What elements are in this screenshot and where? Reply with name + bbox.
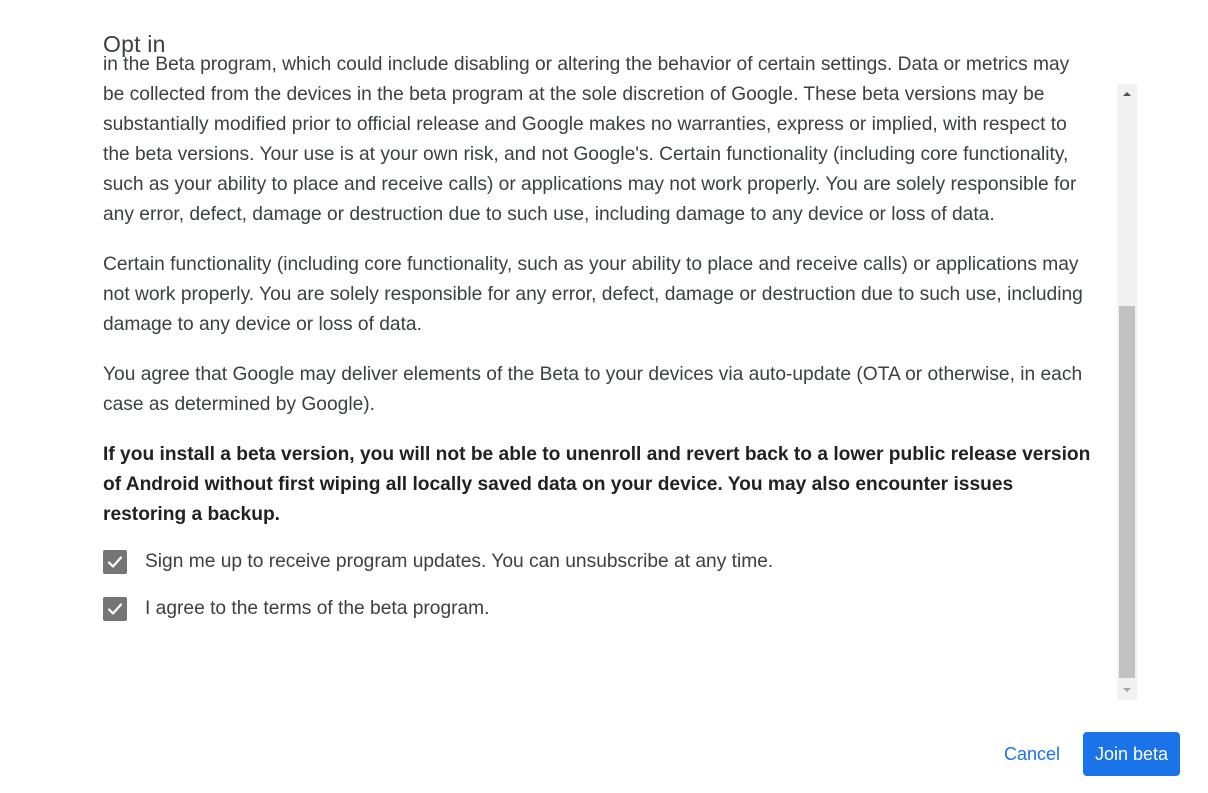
scrollbar-thumb[interactable] <box>1119 306 1135 678</box>
check-icon <box>106 600 124 618</box>
vertical-scrollbar[interactable] <box>1117 84 1137 700</box>
terms-paragraph: in the Beta program, which could include disabling or altering the behavior of certain settings. Data or metrics may be collected from the devices in the beta program at the sole discretion of Google. These beta versions may be substantially modified prior to official release and Google makes no warranties, express or implied, with respect to the beta versions. Your use is at your own risk, and not Google's. Certain functionality (including core functionality, such as your ability to place and receive calls) or applications may not work properly. You are solely responsible for any error, defect, damage or destruction due to such use, including damage to any device or loss of data. <box>103 54 1077 225</box>
terms-checkbox-label[interactable]: I agree to the terms of the beta program. <box>145 598 490 619</box>
terms-paragraph: You agree that Google may deliver elements of the Beta to your devices via auto-update (OTA or otherwise, in each case as determined by Google). <box>103 364 1083 415</box>
scroll-down-arrow-icon[interactable] <box>1117 680 1137 700</box>
scroll-up-arrow-icon[interactable] <box>1117 84 1137 104</box>
updates-checkbox[interactable] <box>103 550 127 574</box>
terms-checkbox-row[interactable] <box>103 597 1093 621</box>
join-beta-button[interactable]: Join beta <box>1083 732 1180 776</box>
terms-content <box>103 50 1093 644</box>
terms-scroll-area[interactable] <box>103 54 1093 694</box>
unenroll-warning: If you install a beta version, you will not be able to unenroll and revert back to a lower public release version of Android without first wiping all locally saved data on your device. You may also encounter issues restoring a backup. <box>103 444 1091 525</box>
updates-checkbox-row[interactable] <box>103 550 1093 574</box>
terms-checkbox[interactable] <box>103 597 127 621</box>
updates-checkbox-label[interactable]: Sign me up to receive program updates. You can unsubscribe at any time. <box>145 551 774 572</box>
dialog-title: Opt in <box>103 31 166 57</box>
check-icon <box>106 553 124 571</box>
terms-paragraph: Certain functionality (including core functionality, such as your ability to place and receive calls) or applications may not work properly. You are solely responsible for any error, defect, damage or destruction due to such use, including damage to any device or loss of data. <box>103 254 1083 335</box>
cancel-button[interactable]: Cancel <box>996 733 1068 775</box>
